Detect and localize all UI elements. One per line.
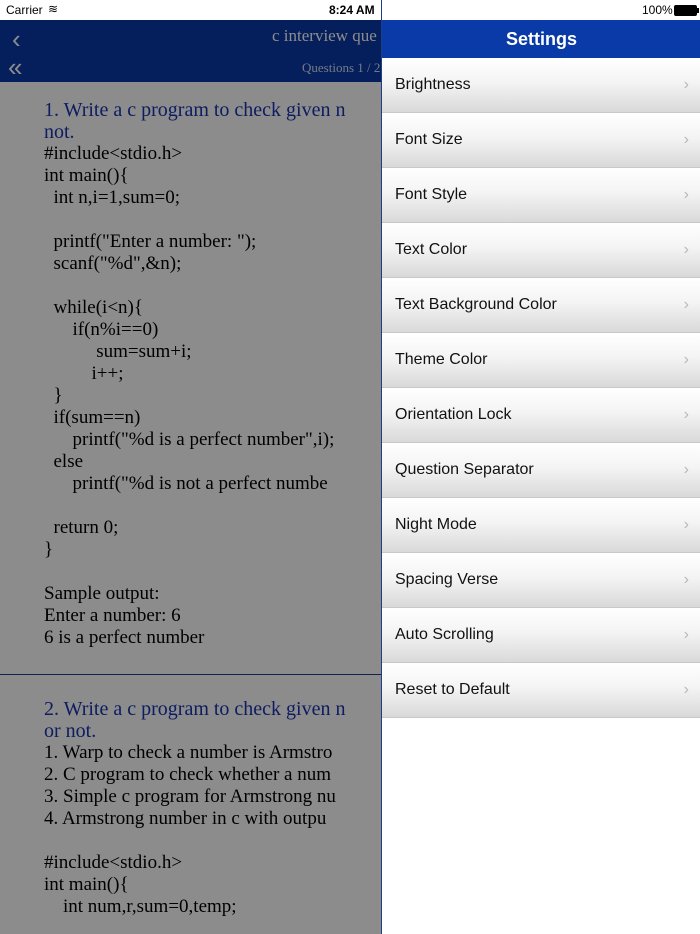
- settings-item-orientation-lock[interactable]: [382, 388, 700, 443]
- settings-item-label: Orientation Lock: [395, 406, 512, 423]
- settings-item-label: Night Mode: [395, 516, 477, 533]
- answer-line: 4. Armstrong number in c with outpu: [44, 808, 327, 829]
- chevron-right-icon: ›: [683, 186, 689, 203]
- code-line: if(sum==n): [44, 407, 141, 428]
- code-line: printf("Enter a number: ");: [44, 231, 257, 252]
- settings-item-brightness[interactable]: [382, 58, 700, 113]
- settings-item-label: Theme Color: [395, 351, 488, 368]
- settings-item-question-separator[interactable]: [382, 443, 700, 498]
- code-line: i++;: [44, 363, 124, 384]
- code-line: }: [44, 385, 63, 406]
- code-line: printf("%d is a perfect number",i);: [44, 429, 335, 450]
- question-title: 2. Write a c program to check given n: [44, 698, 346, 720]
- battery-percent: 100%: [642, 3, 673, 17]
- answer-line: 2. C program to check whether a num: [44, 764, 332, 785]
- settings-item-reset-to-default[interactable]: [382, 663, 700, 718]
- chevron-right-icon: ›: [683, 241, 689, 258]
- settings-menu: [382, 58, 700, 718]
- chevron-right-icon: ›: [683, 681, 689, 698]
- answer-line: 1. Warp to check a number is Armstro: [44, 742, 333, 763]
- settings-item-text-color[interactable]: [382, 223, 700, 278]
- settings-item-text-background-color[interactable]: [382, 278, 700, 333]
- code-line: scanf("%d",&n);: [44, 253, 182, 274]
- back-chevron-icon[interactable]: ‹: [12, 24, 21, 54]
- settings-panel: [381, 0, 700, 934]
- code-line: sum=sum+i;: [44, 341, 192, 362]
- code-line: else: [44, 451, 84, 472]
- chevron-right-icon: ›: [683, 406, 689, 423]
- answer-line: int main(){: [44, 874, 129, 895]
- chevron-right-icon: ›: [683, 76, 689, 93]
- chevron-right-icon: ›: [683, 571, 689, 588]
- settings-item-label: Font Style: [395, 186, 468, 203]
- settings-item-label: Auto Scrolling: [395, 626, 494, 643]
- question-title-cont: not.: [44, 121, 75, 143]
- code-line: 6 is a perfect number: [44, 627, 205, 648]
- code-line: printf("%d is not a perfect numbe: [44, 473, 328, 494]
- chevron-right-icon: ›: [683, 296, 689, 313]
- settings-item-night-mode[interactable]: [382, 498, 700, 553]
- clock: 8:24 AM: [329, 3, 375, 17]
- wifi-icon: ≋: [48, 2, 59, 16]
- chevron-right-icon: ›: [683, 516, 689, 533]
- chevron-right-icon: ›: [683, 461, 689, 478]
- settings-title: Settings: [382, 20, 700, 58]
- code-line: while(i<n){: [44, 297, 143, 318]
- settings-item-label: Brightness: [395, 76, 471, 93]
- question-counter: Questions 1 / 2: [302, 60, 381, 75]
- chevron-right-icon: ›: [683, 351, 689, 368]
- question-title: 1. Write a c program to check given n: [44, 99, 346, 121]
- settings-item-label: Font Size: [395, 131, 463, 148]
- settings-item-theme-color[interactable]: [382, 333, 700, 388]
- settings-item-label: Reset to Default: [395, 681, 510, 698]
- chevron-right-icon: ›: [683, 626, 689, 643]
- code-line: if(n%i==0): [44, 319, 159, 340]
- carrier-label: Carrier: [6, 3, 43, 17]
- settings-item-spacing-verse[interactable]: [382, 553, 700, 608]
- double-back-icon[interactable]: «: [8, 52, 17, 82]
- code-line: Sample output:: [44, 583, 160, 604]
- battery-icon: [674, 5, 697, 16]
- question-title-cont: or not.: [44, 720, 97, 742]
- status-bar-right: [382, 0, 700, 20]
- answer-line: 3. Simple c program for Armstrong nu: [44, 786, 336, 807]
- settings-item-font-style[interactable]: [382, 168, 700, 223]
- code-line: int main(){: [44, 165, 129, 186]
- settings-item-font-size[interactable]: [382, 113, 700, 168]
- code-line: int n,i=1,sum=0;: [44, 187, 180, 208]
- code-line: return 0;: [44, 517, 119, 538]
- settings-item-label: Question Separator: [395, 461, 534, 478]
- answer-line: int num,r,sum=0,temp;: [44, 896, 237, 917]
- settings-item-label: Spacing Verse: [395, 571, 499, 588]
- code-line: #include<stdio.h>: [44, 143, 183, 164]
- code-line: }: [44, 539, 54, 560]
- settings-item-label: Text Background Color: [395, 296, 557, 313]
- settings-item-label: Text Color: [395, 241, 468, 258]
- answer-line: #include<stdio.h>: [44, 852, 183, 873]
- code-line: Enter a number: 6: [44, 605, 181, 626]
- chevron-right-icon: ›: [683, 131, 689, 148]
- page-title: c interview que: [272, 26, 377, 45]
- settings-item-auto-scrolling[interactable]: [382, 608, 700, 663]
